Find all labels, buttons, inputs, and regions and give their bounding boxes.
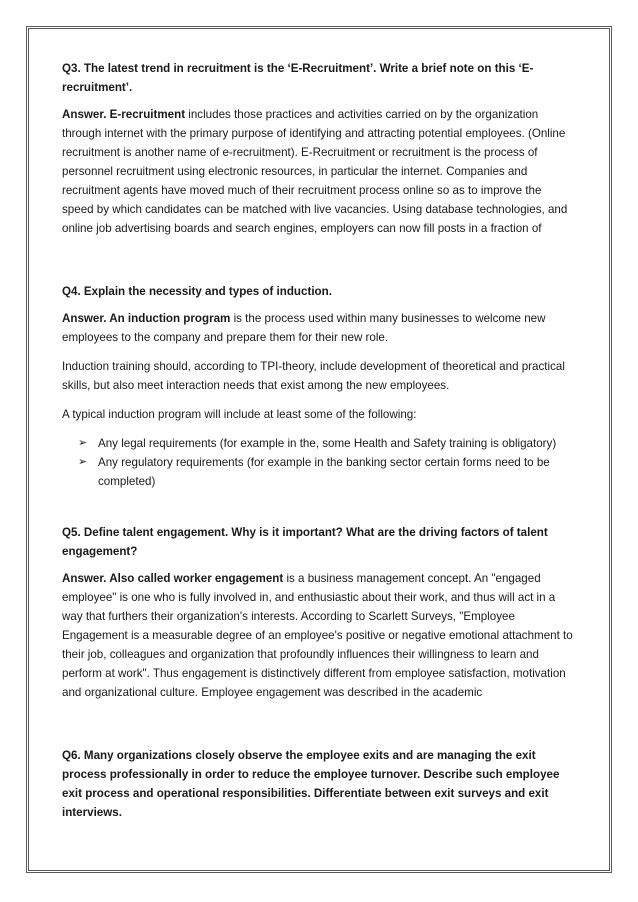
question-q3: Q3. The latest trend in recruitment is the ‘E-Recruitment’. Write a brief note on this ‘E-recruitment’. xyxy=(62,62,534,94)
answer-q4-para3: A typical induction program will include at least some of the following: xyxy=(62,408,417,421)
answer-q4 xyxy=(62,309,576,347)
question-q4: Q4. Explain the necessity and types of induction. xyxy=(62,285,332,298)
answer-q5-label: Answer. Also called worker engagement xyxy=(62,572,284,585)
answer-q5-text: is a business management concept. An "engaged employee" is one who is fully involved in, and enthusiastic about their work, and thus will act in a way that furthers their organization's interests. According to Scarlett Surveys, "Employee Engagement is a measurable degree of an employee's positive or negative emotional attachment to their job, colleagues and organization that profoundly influences their willingness to learn and perform at work". Thus engagement is distinctively different from employee satisfaction, motivation and organizational culture. Employee engagement was described in the academic xyxy=(62,572,573,699)
list-item xyxy=(78,434,576,453)
arrow-bullet-icon: ➢ xyxy=(78,437,88,449)
answer-q4-para2: Induction training should, according to TPI-theory, include development of theoretical and practical skills, but also meet interaction needs that exist among the new employees. xyxy=(62,360,565,392)
answer-q4-text: is the process used within many businesses to welcome new employees to the company and prepare them for their new role. xyxy=(62,312,546,344)
answer-q3 xyxy=(62,105,576,238)
arrow-bullet-icon: ➢ xyxy=(78,456,88,468)
answer-q4-label: Answer. An induction program xyxy=(62,312,231,325)
answer-q3-text: includes those practices and activities carried on by the organization through internet with the primary purpose of identifying and attracting potential employees. (Online recruitment is another name of e-recruitment). E-Recruitment or recruitment is the process of personnel recruitment using electronic resources, in particular the internet. Companies and recruitment agents have moved much of their recruitment process online so as to improve the speed by which candidates can be matched with live vacancies. Using database technologies, and online job advertising boards and search engines, employers can now fill posts in a fraction of xyxy=(62,108,568,235)
list-item-text: Any legal requirements (for example in the, some Health and Safety training is obligatory) xyxy=(98,437,557,450)
answer-q3-label: Answer. E-recruitment xyxy=(62,108,186,121)
question-q6: Q6. Many organizations closely observe the employee exits and are managing the exit process professionally in order to reduce the employee turnover. Describe such employee exit process and operational responsibilities. Differentiate between exit surveys and exit interviews. xyxy=(62,749,560,819)
section-gap xyxy=(62,248,576,282)
list-item-text: Any regulatory requirements (for example in the banking sector certain forms need to be completed) xyxy=(98,456,550,488)
section-gap xyxy=(62,501,576,523)
bullet-list xyxy=(62,434,576,491)
document-content xyxy=(62,59,576,830)
section-gap xyxy=(62,712,576,746)
list-item xyxy=(78,453,576,491)
question-q5: Q5. Define talent engagement. Why is it important? What are the driving factors of talent engagement? xyxy=(62,526,548,558)
answer-q5 xyxy=(62,569,576,702)
